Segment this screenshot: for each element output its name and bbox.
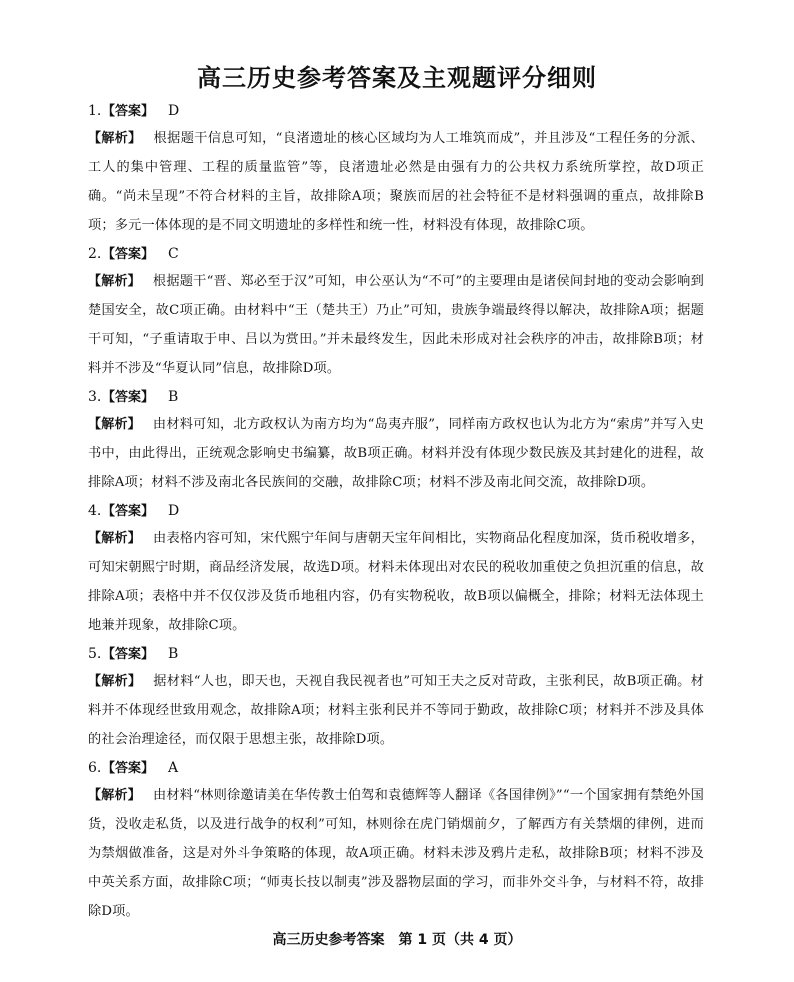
- question-number: 5.: [88, 646, 102, 662]
- answer-item-5: [88, 641, 704, 754]
- answer-tag: 【答案】: [102, 247, 155, 262]
- question-number: 3.: [88, 389, 102, 405]
- answer-choice: C: [168, 246, 179, 262]
- question-number: 1.: [88, 103, 102, 119]
- analysis-paragraph: [88, 267, 704, 383]
- analysis-tag: 【解析】: [88, 788, 141, 803]
- answer-line: [88, 384, 704, 410]
- answer-item-4: [88, 498, 704, 640]
- answer-tag: 【答案】: [102, 761, 155, 776]
- analysis-paragraph: [88, 524, 704, 640]
- analysis-tag: 【解析】: [88, 417, 141, 432]
- answer-line: [88, 98, 704, 124]
- analysis-tag: 【解析】: [88, 674, 142, 689]
- analysis-paragraph: [88, 667, 704, 754]
- answer-item-6: [88, 755, 704, 926]
- answer-tag: 【答案】: [102, 104, 155, 119]
- answer-choice: B: [168, 646, 179, 662]
- answer-tag: 【答案】: [102, 504, 155, 519]
- analysis-paragraph: [88, 124, 704, 240]
- analysis-text: 由表格内容可知，宋代熙宁年间与唐朝天宝年间相比，实物商品化程度加深，货币税收增多，可知宋朝熙宁时期，商品经济发展，故选D项。材料未体现出对农民的税收加重使之负担沉重的信息，故排除A项；表格中并不仅仅涉及货币地租内容，仍有实物税收，故B项以偏概全，排除；材料无法体现土地兼并现象，故排除C项。: [88, 531, 704, 633]
- answer-line: [88, 498, 704, 524]
- answer-line: [88, 241, 704, 267]
- analysis-paragraph: [88, 781, 704, 926]
- page-footer: 高三历史参考答案 第 1 页（共 4 页）: [272, 932, 522, 948]
- answer-choice: D: [168, 103, 180, 119]
- analysis-text: 由材料“林则徐邀请美在华传教士伯驾和袁德辉等人翻译《各国律例》”“一个国家拥有禁绝外国货，没收走私货，以及进行战争的权利”可知，林则徐在虎门销烟前夕，了解西方有关禁烟的律例，进而为禁烟做准备，这是对外斗争策略的体现，故A项正确。材料未涉及鸦片走私，故排除B项；材料不涉及中英关系方面，故排除C项；“师夷长技以制夷”涉及器物层面的学习，而非外交斗争，与材料不符，故排除D项。: [88, 788, 704, 919]
- answer-line: [88, 641, 704, 667]
- answer-tag: 【答案】: [102, 390, 155, 405]
- answer-choice: A: [168, 760, 179, 776]
- answer-item-1: [88, 98, 704, 240]
- answer-line: [88, 755, 704, 781]
- answer-choice: B: [168, 389, 179, 405]
- analysis-text: 根据题干“晋、郑必至于汉”可知，申公巫认为“不可”的主要理由是诸侯间封地的变动会影响到楚国安全，故C项正确。由材料中“王（楚共王）乃止”可知，贵族争端最终得以解决，故排除A项；据题干可知，“子重请取于申、吕以为赏田。”并未最终发生，因此未形成对社会秩序的冲击，故排除B项；材料并不涉及“华夏认同”信息，故排除D项。: [88, 274, 704, 376]
- analysis-tag: 【解析】: [88, 274, 141, 289]
- page-title: 高三历史参考答案及主观题评分细则: [197, 64, 597, 92]
- answer-list: [88, 98, 704, 927]
- question-number: 6.: [88, 760, 102, 776]
- analysis-text: 由材料可知，北方政权认为南方均为“岛夷卉服”，同样南方政权也认为北方为“索虏”并写入史书中，由此得出，正统观念影响史书编纂，故B项正确。材料并没有体现少数民族及其封建化的进程，故排除A项；材料不涉及南北各民族间的交融，故排除C项；材料不涉及南北间交流，故排除D项。: [88, 417, 704, 490]
- question-number: 4.: [88, 503, 102, 519]
- analysis-tag: 【解析】: [88, 131, 142, 146]
- analysis-text: 据材料“人也，即天也，天视自我民视者也”可知王夫之反对苛政，主张利民，故B项正确。材料并不体现经世致用观念，故排除A项；材料主张利民并不等同于勤政，故排除C项；材料并不涉及具体的社会治理途径，而仅限于思想主张，故排除D项。: [88, 674, 704, 747]
- answer-choice: D: [168, 503, 180, 519]
- analysis-paragraph: [88, 410, 704, 497]
- question-number: 2.: [88, 246, 102, 262]
- answer-tag: 【答案】: [102, 647, 155, 662]
- answer-item-3: [88, 384, 704, 497]
- analysis-text: 根据题干信息可知，“良渚遗址的核心区域均为人工堆筑而成”，并且涉及“工程任务的分派、工人的集中管理、工程的质量监管”等，良渚遗址必然是由强有力的公共权力系统所掌控，故D项正确。“尚未呈现”不符合材料的主旨，故排除A项；聚族而居的社会特征不是材料强调的重点，故排除B项；多元一体体现的是不同文明遗址的多样性和统一性，材料没有体现，故排除C项。: [88, 131, 704, 233]
- analysis-tag: 【解析】: [88, 531, 142, 546]
- answer-item-2: [88, 241, 704, 383]
